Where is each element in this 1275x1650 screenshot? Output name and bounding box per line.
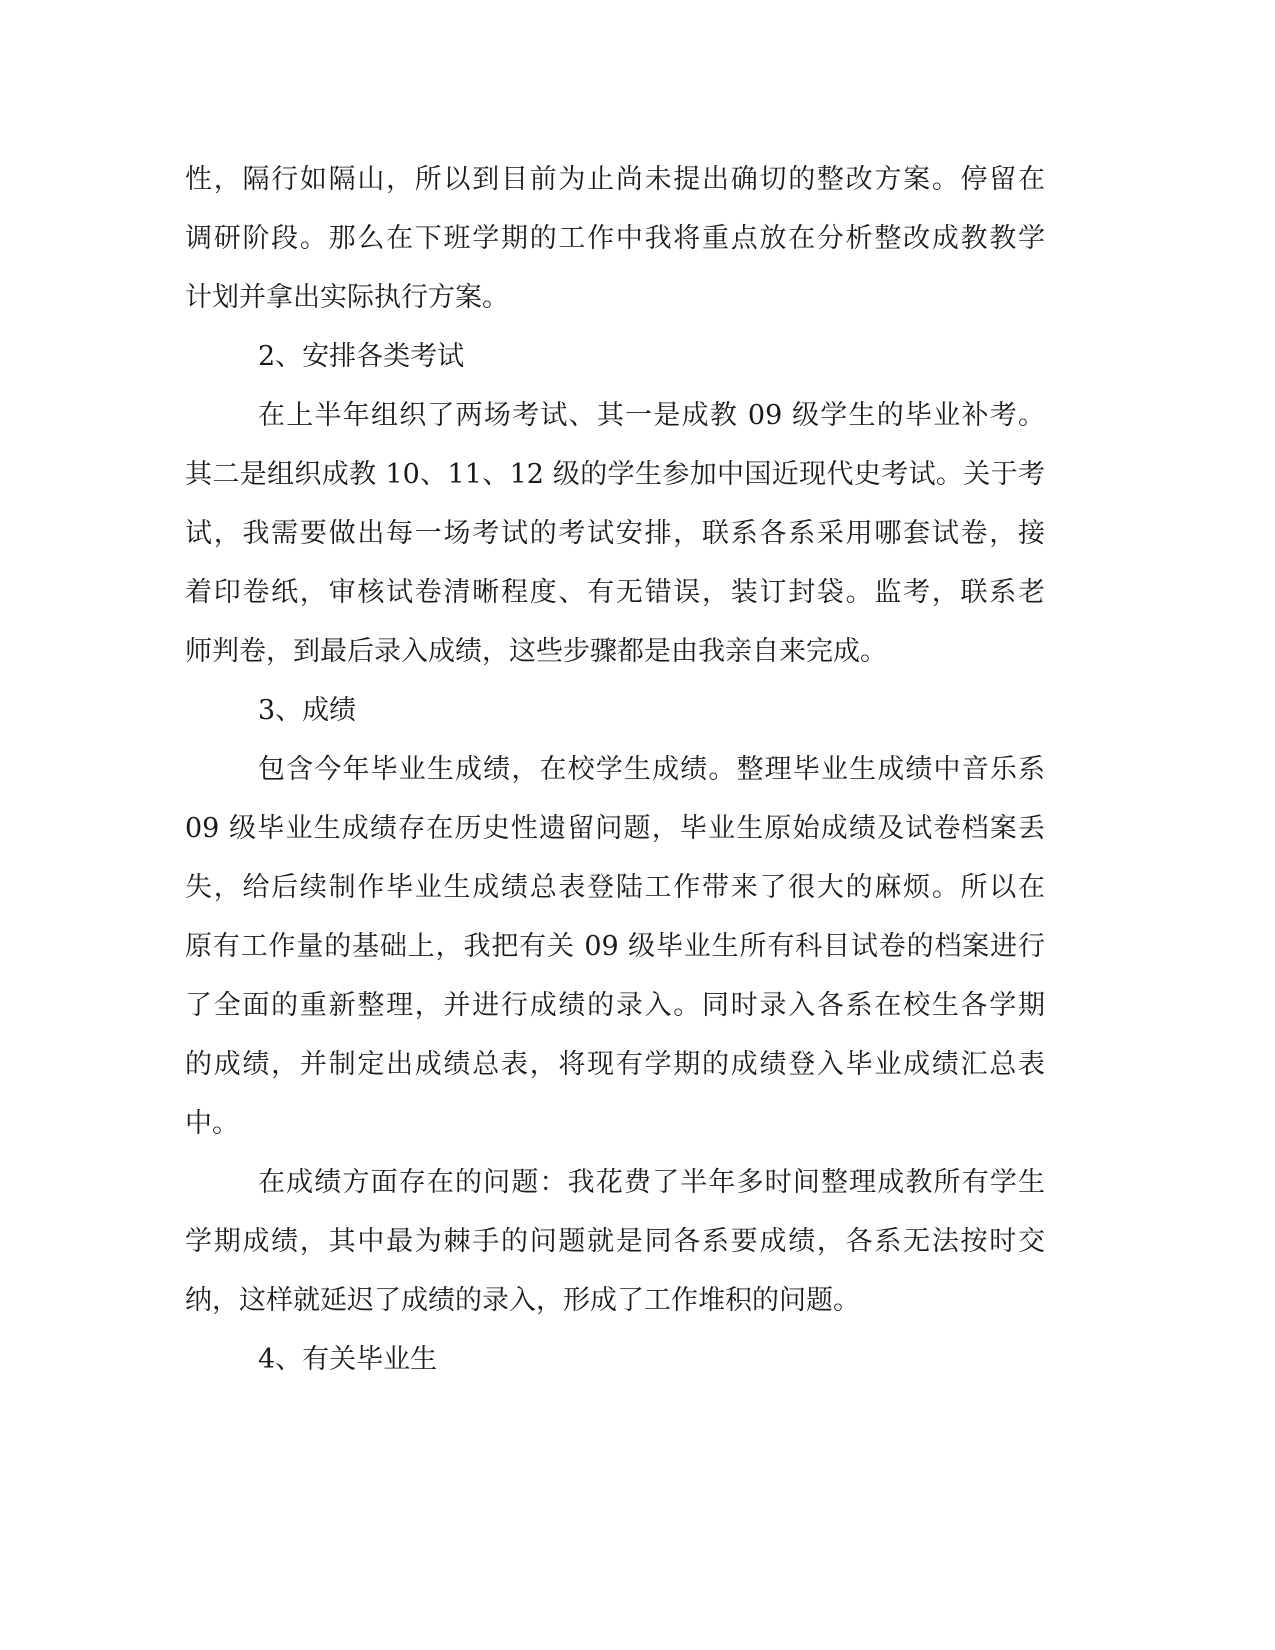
paragraph-line: 原有工作量的基础上，我把有关 09 级毕业生所有科目试卷的档案进行 [185, 931, 1045, 962]
paragraph-line: 失，给后续制作毕业生成绩总表登陆工作带来了很大的麻烦。所以在 [185, 872, 1045, 903]
paragraph-line: 包含今年毕业生成绩，在校学生成绩。整理毕业生成绩中音乐系 [258, 754, 1045, 785]
paragraph-line: 09 级毕业生成绩存在历史性遗留问题，毕业生原始成绩及试卷档案丢 [185, 813, 1045, 844]
paragraph-line: 其二是组织成教 10、11、12 级的学生参加中国近现代史考试。关于考 [185, 459, 1045, 490]
paragraph-line: 着印卷纸，审核试卷清晰程度、有无错误，装订封袋。监考，联系老 [185, 577, 1045, 608]
paragraph-line: 的成绩，并制定出成绩总表，将现有学期的成绩登入毕业成绩汇总表 [185, 1049, 1045, 1080]
section-heading: 3、成绩 [258, 695, 357, 726]
paragraph-line: 纳，这样就延迟了成绩的录入，形成了工作堆积的问题。 [185, 1285, 860, 1316]
paragraph-line: 师判卷，到最后录入成绩，这些步骤都是由我亲自来完成。 [185, 636, 887, 667]
paragraph-line: 试，我需要做出每一场考试的考试安排，联系各系采用哪套试卷，接 [185, 518, 1045, 549]
paragraph-line: 在上半年组织了两场考试、其一是成教 09 级学生的毕业补考。 [258, 400, 1045, 431]
paragraph-line: 计划并拿出实际执行方案。 [185, 282, 509, 313]
paragraph-line: 在成绩方面存在的问题：我花费了半年多时间整理成教所有学生 [258, 1167, 1045, 1198]
paragraph-line: 性，隔行如隔山，所以到目前为止尚未提出确切的整改方案。停留在 [185, 164, 1045, 195]
section-heading: 2、安排各类考试 [258, 341, 465, 372]
paragraph-line: 调研阶段。那么在下班学期的工作中我将重点放在分析整改成教教学 [185, 223, 1045, 254]
paragraph-line: 了全面的重新整理，并进行成绩的录入。同时录入各系在校生各学期 [185, 990, 1045, 1021]
section-heading: 4、有关毕业生 [258, 1344, 438, 1375]
paragraph-line: 学期成绩，其中最为棘手的问题就是同各系要成绩，各系无法按时交 [185, 1226, 1045, 1257]
paragraph-line: 中。 [185, 1108, 239, 1139]
